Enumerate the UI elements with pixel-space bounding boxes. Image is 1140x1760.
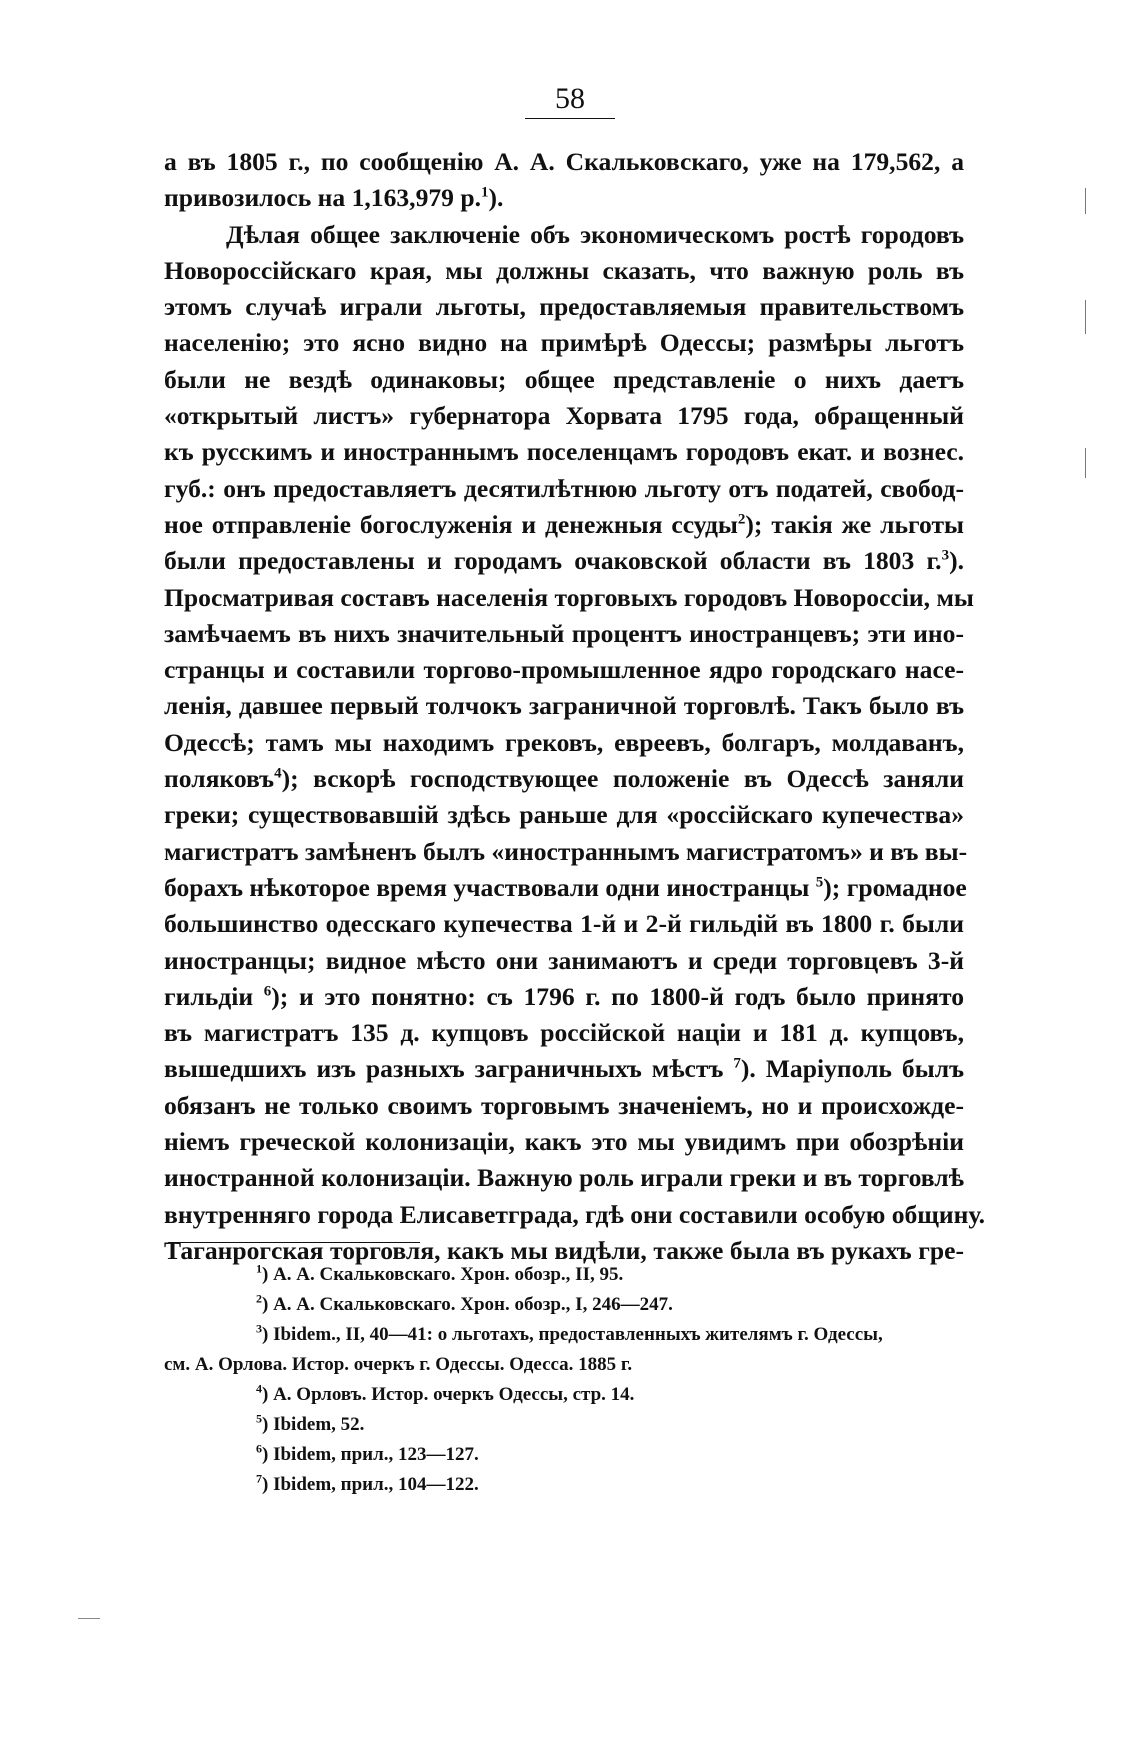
text-line: магистратъ замѣненъ былъ «иностраннымъ магистратомъ» и въ вы-: [164, 836, 968, 866]
scan-margin-mark: [1085, 448, 1086, 478]
footnote-ref[interactable]: 5: [815, 874, 824, 891]
text-line: Одессѣ; тамъ мы находимъ грековъ, евреевъ, болгаръ, молдаванъ,: [164, 727, 964, 757]
footnote-ref[interactable]: 2: [737, 511, 746, 528]
text-line: были не вездѣ одинаковы; общее представленіе о нихъ даетъ: [164, 364, 964, 394]
text-line: къ русскимъ и иностраннымъ поселенцамъ городовъ екат. и вознес.: [164, 437, 964, 467]
scan-margin-mark: [1085, 188, 1086, 214]
text-line: странцы и составили торгово-промышленное ядро городскаго насе-: [164, 655, 964, 685]
text-line: «открытый листъ» губернатора Хорвата 1795 года, обращенный: [164, 401, 964, 431]
text-line: замѣчаемъ въ нихъ значительный процентъ иностранцевъ; эти ино-: [164, 618, 964, 648]
text-line: иностранной колонизаціи. Важную роль играли греки и въ торговлѣ: [164, 1163, 964, 1193]
text-line: обязанъ не только своимъ торговымъ значеніемъ, но и происхожде-: [164, 1090, 964, 1120]
text-line: Новороссійскаго края, мы должны сказать, что важную роль въ: [164, 255, 964, 285]
text-line: гильдіи $^6$); и это понятно: съ 1796 г. по 1800-й годъ было принято: [164, 981, 964, 1011]
footnote-item: $^2$) А. А. Скальковскаго. Хрон. обозр., I, 246—247.: [256, 1291, 673, 1315]
text-line: греки; существовавшій здѣсь раньше для «россійскаго купечества»: [164, 800, 964, 830]
text-line: ленія, давшее первый толчокъ заграничной торговлѣ. Такъ было въ: [164, 691, 964, 721]
text-line: въ магистратъ 135 д. купцовъ россійской націи и 181 д. купцовъ,: [164, 1018, 964, 1048]
footnote-mark: 1: [256, 1261, 262, 1276]
footnote-item: $^4$) А. Орловъ. Истор. очеркъ Одессы, стр. 14.: [256, 1381, 635, 1405]
footnotes: [164, 1260, 964, 1500]
footnote-item: $^7$) Ibidem, прил., 104—122.: [256, 1471, 479, 1495]
text-line: внутренняго города Елисаветграда, гдѣ они составили особую общину.: [164, 1199, 986, 1229]
footnote-mark: 6: [256, 1441, 262, 1456]
footnote-separator: [168, 1242, 420, 1243]
text-line: ніемъ греческой колонизаціи, какъ это мы увидимъ при обозрѣніи: [164, 1127, 964, 1157]
text-line: Таганрогская торговля, какъ мы видѣли, также была въ рукахъ гре-: [164, 1235, 964, 1265]
footnote-mark: 3: [256, 1321, 262, 1336]
footnote-ref[interactable]: 6: [263, 983, 272, 1000]
footnote-ref[interactable]: 4: [274, 765, 282, 782]
text-line: были предоставлены и городамъ очаковской области въ 1803 г.$^3$).: [164, 546, 964, 576]
text-line: поляковъ$^4$); вскорѣ господствующее положеніе въ Одессѣ заняли: [164, 764, 964, 794]
footnote-ref[interactable]: 1: [481, 184, 489, 201]
footnote-ref[interactable]: 7: [733, 1055, 741, 1072]
footnote-item: $^3$) Ibidem., II, 40—41: о льготахъ, предоставленныхъ жителямъ г. Одессы,: [256, 1321, 883, 1345]
text-line: иностранцы; видное мѣсто они занимаютъ и среди торговцевъ 3-й: [164, 945, 964, 975]
footnote-item: $^1$) А. А. Скальковскаго. Хрон. обозр., II, 95.: [256, 1261, 624, 1285]
text-line: Просматривая составъ населенія торговыхъ городовъ Новороссіи, мы: [164, 582, 974, 612]
text-line: привозилось на 1,163,979 р.$^1$).: [164, 183, 504, 213]
footnote-item: см. А. Орлова. Истор. очеркъ г. Одессы. Одесса. 1885 г.: [164, 1354, 633, 1375]
text-line: Дѣлая общее заключеніе объ экономическомъ ростѣ городовъ: [226, 219, 964, 249]
text-line: а въ 1805 г., по сообщенію А. А. Скальковскаго, уже на 179,562, а: [164, 147, 964, 176]
footnote-mark: 5: [256, 1411, 262, 1426]
text-line: борахъ нѣкоторое время участвовали одни иностранцы $^5$); громадное: [164, 872, 967, 902]
page-number-rule: [525, 118, 615, 119]
text-line: вышедшихъ изъ разныхъ заграничныхъ мѣстъ $^7$). Маріуполь былъ: [164, 1054, 964, 1084]
text-line: губ.: онъ предоставляетъ десятилѣтнюю льготу отъ податей, свобод-: [164, 473, 964, 503]
text-line: ное отправленіе богослуженія и денежныя ссуды$^2$); такія же льготы: [164, 509, 964, 539]
text-line: этомъ случаѣ играли льготы, предоставляемыя правительствомъ: [164, 292, 964, 322]
footnote-mark: 4: [256, 1381, 262, 1396]
text-line: населенію; это ясно видно на примѣрѣ Одессы; размѣры льготъ: [164, 328, 964, 358]
scan-margin-mark: [78, 1618, 100, 1619]
text-line: большинство одесскаго купечества 1-й и 2-й гильдій въ 1800 г. были: [164, 909, 964, 939]
footnote-mark: 7: [256, 1471, 262, 1486]
footnote-ref[interactable]: 3: [941, 547, 950, 564]
footnote-item: $^6$) Ibidem, прил., 123—127.: [256, 1441, 479, 1465]
footnote-mark: 2: [256, 1291, 262, 1306]
footnote-item: $^5$) Ibidem, 52.: [256, 1411, 365, 1435]
body-text: [164, 144, 986, 1269]
scan-margin-mark: [1085, 300, 1086, 334]
page-number: 58: [555, 82, 585, 115]
